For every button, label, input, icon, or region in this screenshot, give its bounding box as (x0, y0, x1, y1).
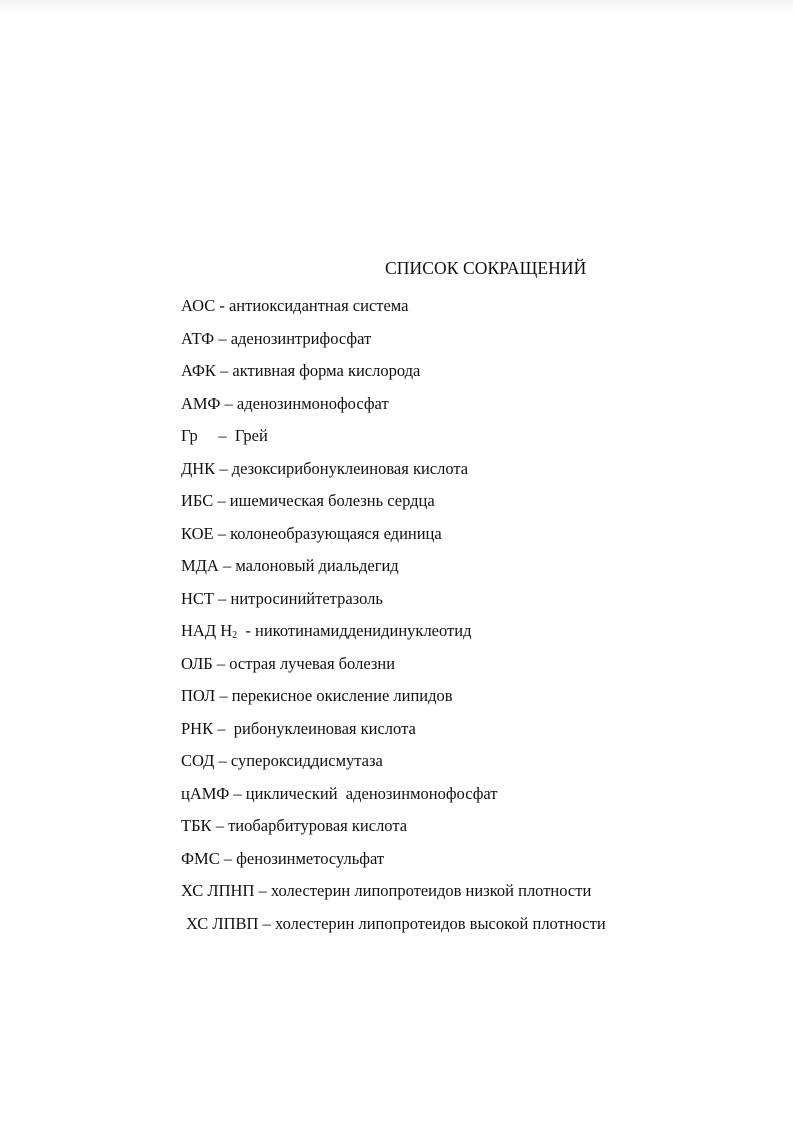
abbreviation-meaning: холестерин липопротеидов низкой плотности (270, 881, 592, 900)
abbreviation-term: Гр (181, 426, 198, 445)
abbreviation-entry (181, 487, 606, 520)
abbreviation-term: цАМФ (181, 783, 230, 803)
abbreviation-meaning: колонеобразующаяся единица (230, 523, 442, 543)
abbreviation-separator: – (213, 523, 231, 543)
abbreviation-term: ХС ЛПВП (186, 913, 259, 933)
abbreviation-separator: – (212, 653, 230, 673)
abbreviation-separator: – (215, 686, 232, 705)
abbreviation-meaning: рибонуклеиновая кислота (233, 718, 416, 738)
abbreviation-entry (181, 715, 606, 748)
abbreviation-separator: – (214, 588, 231, 608)
abbreviation-term: ИБС (181, 491, 214, 510)
abbreviation-entry (181, 682, 606, 715)
abbreviation-meaning: малоновый диальдегид (235, 556, 399, 575)
abbreviation-entry (181, 650, 606, 683)
abbreviation-entry (181, 812, 606, 845)
abbreviation-separator: - (237, 621, 256, 640)
abbreviation-list (181, 292, 606, 942)
abbreviation-meaning: острая лучевая болезни (229, 653, 396, 673)
abbreviation-entry (181, 292, 606, 325)
abbreviation-term: НСТ (181, 588, 214, 608)
abbreviation-meaning: аденозинмонофосфат (236, 393, 389, 413)
abbreviation-term: НАД Н (181, 621, 233, 640)
abbreviation-entry (181, 747, 606, 780)
abbreviation-entry (181, 780, 606, 813)
abbreviation-entry (181, 845, 606, 878)
abbreviation-separator: – (254, 881, 271, 900)
abbreviation-separator: – (219, 848, 237, 868)
abbreviation-separator: – (218, 556, 236, 575)
abbreviation-entry (181, 325, 606, 358)
abbreviation-entry (181, 390, 606, 423)
abbreviation-meaning: ишемическая болезнь сердца (229, 491, 435, 510)
abbreviation-meaning: активная форма кислорода (232, 361, 421, 380)
abbreviation-entry (181, 585, 606, 618)
abbreviation-meaning: нитросинийтетразоль (230, 588, 383, 608)
abbreviation-entry (181, 357, 606, 390)
abbreviation-meaning: Грей (234, 426, 268, 445)
abbreviation-separator: – (211, 816, 229, 835)
abbreviation-separator: – (214, 751, 231, 770)
abbreviation-separator: – (214, 328, 231, 348)
abbreviation-separator: – (215, 458, 232, 478)
abbreviation-meaning: никотинамидденидинуклеотид (255, 621, 472, 640)
abbreviation-term: ОЛБ (181, 653, 213, 673)
abbreviation-meaning: антиоксидантная система (228, 296, 409, 315)
abbreviation-term: ДНК (181, 458, 216, 478)
abbreviation-separator: – (215, 361, 233, 380)
abbreviation-separator: - (215, 296, 229, 315)
abbreviation-meaning: фенозинметосульфат (236, 848, 385, 868)
page-title: СПИСОК СОКРАЩЕНИЙ (385, 258, 587, 278)
abbreviation-entry (181, 910, 606, 943)
abbreviation-entry (181, 617, 606, 650)
abbreviation-term: МДА (181, 556, 219, 575)
scan-edge-shading (0, 0, 793, 14)
abbreviation-separator: – (229, 783, 246, 803)
abbreviation-term: КОЕ (181, 523, 214, 543)
abbreviation-term: ТБК (181, 816, 212, 835)
abbreviation-entry (181, 877, 606, 910)
abbreviation-term: АТФ (181, 328, 215, 348)
abbreviation-separator: – (213, 491, 230, 510)
abbreviation-subscript: 2 (232, 630, 238, 641)
abbreviation-term: ПОЛ (181, 686, 216, 705)
abbreviation-term: РНК (181, 718, 214, 738)
abbreviation-entry (181, 520, 606, 553)
abbreviation-term: ХС ЛПНП (181, 881, 255, 900)
abbreviation-meaning: холестерин липопротеидов высокой плотности (274, 913, 606, 933)
abbreviation-entry (181, 552, 606, 585)
abbreviation-separator: – (220, 393, 237, 413)
abbreviation-meaning: супероксиддисмутаза (230, 751, 383, 770)
abbreviation-term: АФК (181, 361, 216, 380)
abbreviation-term: АМФ (181, 393, 221, 413)
abbreviation-separator: – (258, 913, 275, 933)
abbreviation-entry (181, 455, 606, 488)
abbreviation-meaning: аденозинтрифосфат (230, 328, 372, 348)
abbreviation-meaning: тиобарбитуровая кислота (228, 816, 408, 835)
abbreviation-term: ФМС (181, 848, 220, 868)
abbreviation-entry (181, 422, 606, 455)
abbreviation-term: АОС (181, 296, 216, 315)
abbreviation-term: СОД (181, 751, 215, 770)
abbreviation-meaning: циклический аденозинмонофосфат (245, 783, 498, 803)
abbreviation-meaning: перекисное окисление липидов (231, 686, 453, 705)
abbreviation-separator: – (213, 718, 234, 738)
abbreviation-separator: – (197, 426, 235, 445)
abbreviation-meaning: дезоксирибонуклеиновая кислота (231, 458, 469, 478)
